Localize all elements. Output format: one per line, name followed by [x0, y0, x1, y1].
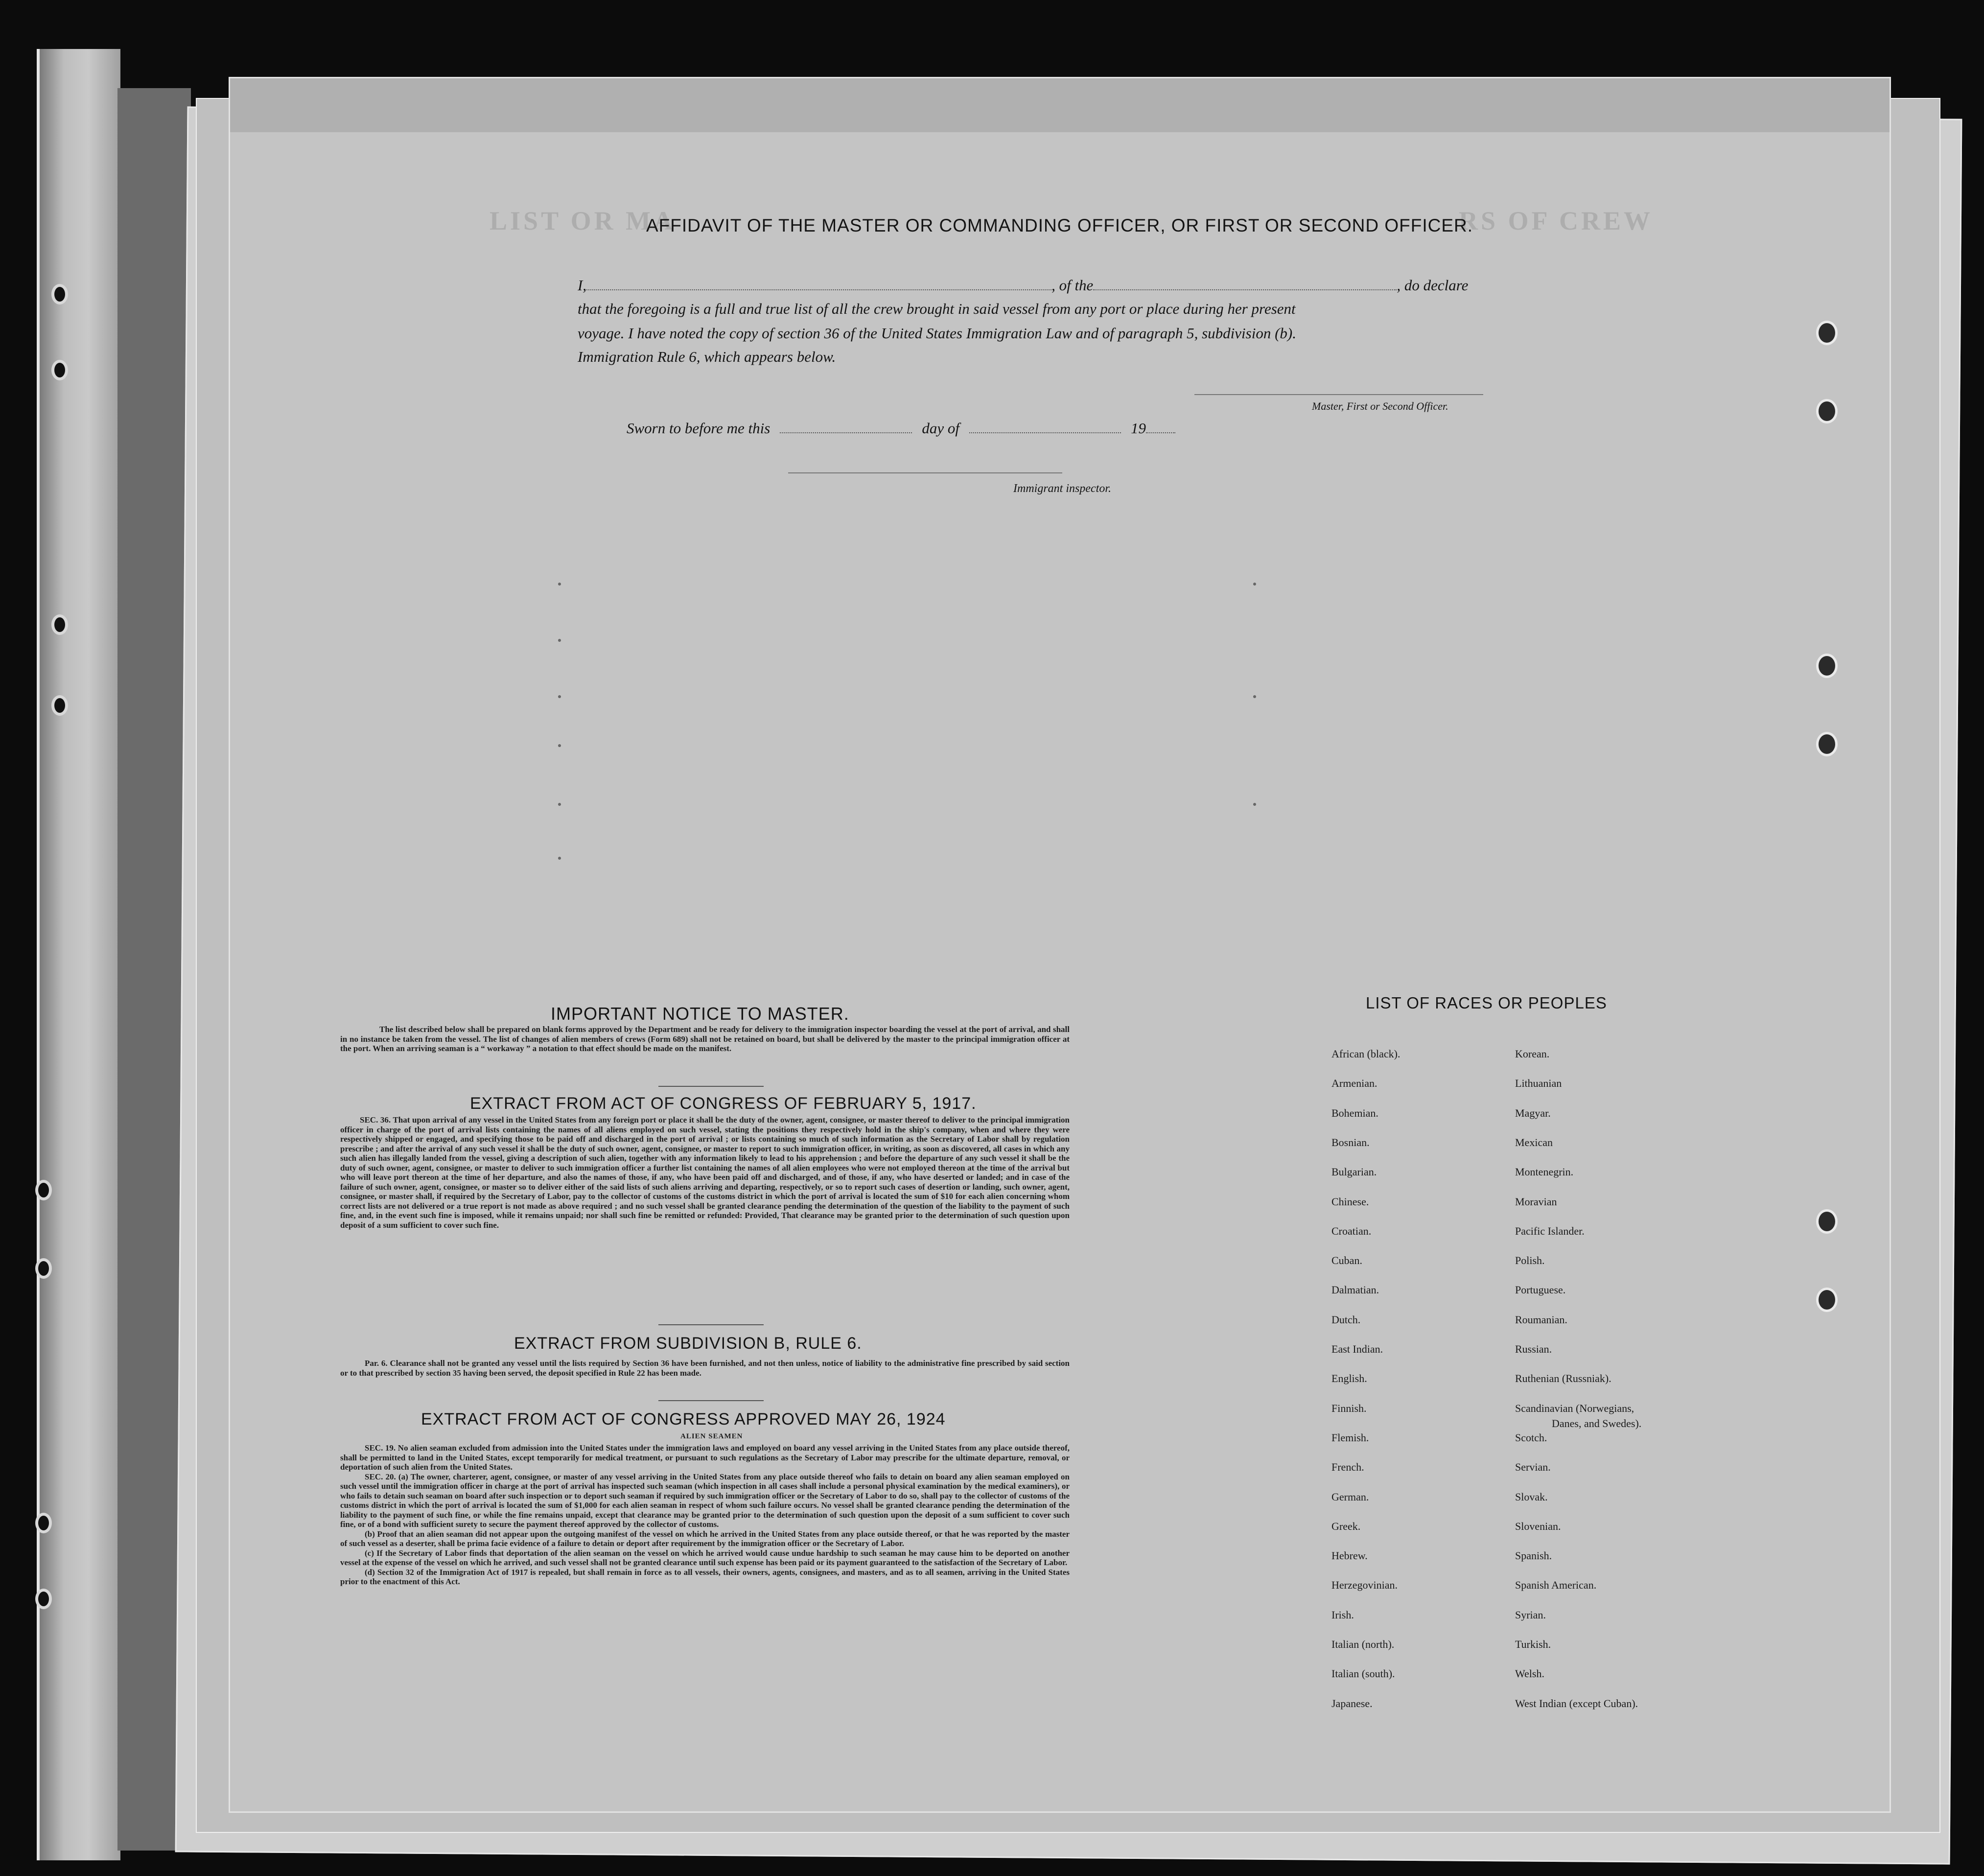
divider — [658, 1086, 764, 1087]
extract-1924-body — [340, 1443, 1070, 1587]
affidavit-title: AFFIDAVIT OF THE MASTER OR COMMANDING OFFICER, OR FIRST OR SECOND OFFICER. — [646, 215, 1473, 235]
bleed-through-heading: LIST OR MA — [490, 206, 676, 235]
par-6-paragraph: Par. 6. Clearance shall not be granted any vessel until the lists required by Section 36 have been furnished, and not then unless, notice of liability to the administrative fine prescribed by said section or to that prescribed by section 35 having been served, the deposit specified in Rule 22 has been made. — [340, 1359, 1070, 1378]
page-punch-hole — [1816, 732, 1838, 756]
bleed-through-mark — [1253, 803, 1256, 806]
vessel-name-blank[interactable] — [1093, 289, 1397, 290]
race-item: Cuban. — [1331, 1254, 1362, 1267]
binder-hole — [51, 614, 68, 635]
race-item: Lithuanian — [1515, 1077, 1562, 1090]
notice-body — [340, 1025, 1070, 1054]
do-declare-label: , do declare — [1397, 277, 1469, 294]
race-item: Scandinavian (Norwegians, — [1515, 1402, 1634, 1414]
extract-1917-body — [340, 1115, 1070, 1230]
year-prefix: 19 — [1130, 420, 1146, 437]
race-item: Flemish. — [1331, 1431, 1369, 1444]
alien-seamen-subtitle: ALIEN SEAMEN — [680, 1432, 743, 1440]
bleed-through-heading: RS OF CREW — [1459, 206, 1654, 235]
binder-hole — [35, 1589, 52, 1609]
race-item: Scotch. — [1515, 1431, 1547, 1444]
race-item: Japanese. — [1331, 1697, 1373, 1710]
race-item: West Indian (except Cuban). — [1515, 1697, 1638, 1710]
race-item: Ruthenian (Russniak). — [1515, 1372, 1611, 1385]
race-item: Syrian. — [1515, 1608, 1546, 1621]
bleed-through-mark — [558, 695, 561, 698]
race-item: Italian (south). — [1331, 1667, 1395, 1680]
extract-rule6-body — [340, 1359, 1070, 1378]
race-item: Russian. — [1515, 1343, 1552, 1355]
binder-hole — [35, 1180, 52, 1200]
race-item: Spanish American. — [1515, 1579, 1597, 1592]
race-item: Welsh. — [1515, 1667, 1544, 1680]
race-item: French. — [1331, 1461, 1364, 1474]
race-item: Slovak. — [1515, 1490, 1548, 1503]
binder-hole — [51, 695, 68, 716]
races-title: LIST OF RACES OR PEOPLES — [1366, 994, 1607, 1012]
bleed-through-mark — [558, 744, 561, 747]
race-item: Montenegrin. — [1515, 1166, 1574, 1178]
race-item: Armenian. — [1331, 1077, 1377, 1090]
affidavit-text: Immigration Rule 6, which appears below. — [578, 348, 836, 365]
page-punch-hole — [1816, 654, 1838, 678]
race-item: Mexican — [1515, 1136, 1553, 1149]
race-item: German. — [1331, 1490, 1369, 1503]
race-item: Finnish. — [1331, 1402, 1367, 1414]
race-item: Korean. — [1515, 1048, 1550, 1060]
binder-strip — [37, 49, 120, 1860]
extract-rule6-title: EXTRACT FROM SUBDIVISION B, RULE 6. — [514, 1334, 862, 1353]
day-blank[interactable] — [780, 432, 912, 433]
year-blank[interactable] — [1146, 432, 1175, 433]
binder-hole — [51, 284, 68, 305]
race-item: African (black). — [1331, 1048, 1400, 1060]
race-item: Bulgarian. — [1331, 1166, 1377, 1178]
inspector-caption: Immigrant inspector. — [1013, 482, 1111, 495]
race-item: Portuguese. — [1515, 1284, 1566, 1296]
extract-1917-title: EXTRACT FROM ACT OF CONGRESS OF FEBRUARY 5, 1917. — [470, 1094, 977, 1113]
race-item: English. — [1331, 1372, 1367, 1385]
race-item: Spanish. — [1515, 1549, 1552, 1562]
sec-20d-paragraph: (d) Section 32 of the Immigration Act of 1917 is repealed, but shall remain in force as to all vessels, their owners, agents, consignees, and masters, and as to all seamen, arriving in the United States prior to the enactment of this Act. — [340, 1567, 1070, 1586]
officer-name-blank[interactable] — [586, 289, 1051, 290]
race-item: Servian. — [1515, 1461, 1551, 1474]
race-item: Polish. — [1515, 1254, 1545, 1267]
race-item: Greek. — [1331, 1520, 1361, 1532]
sworn-line — [627, 420, 1175, 437]
page-punch-hole — [1816, 1288, 1838, 1312]
affidavit-text: voyage. I have noted the copy of section 36 of the United States Immigration Law and of paragraph 5, subdivision (b). — [578, 325, 1296, 342]
race-item: Herzegovinian. — [1331, 1579, 1398, 1592]
bleed-through-mark — [558, 583, 561, 586]
bleed-through-mark — [1253, 695, 1256, 698]
master-caption: Master, First or Second Officer. — [1312, 400, 1448, 412]
bleed-through-mark — [1253, 583, 1256, 586]
of-the-label: , of the — [1051, 277, 1094, 294]
race-item: Pacific Islander. — [1515, 1224, 1585, 1237]
bleed-through-mark — [558, 803, 561, 806]
race-item: Croatian. — [1331, 1224, 1372, 1237]
race-item: Roumanian. — [1515, 1313, 1567, 1326]
race-item: Bosnian. — [1331, 1136, 1370, 1149]
extract-1924-title: EXTRACT FROM ACT OF CONGRESS APPROVED MAY 26, 1924 — [421, 1410, 946, 1429]
sec-36-paragraph: SEC. 36. That upon arrival of any vessel in the United States from any foreign port or place it shall be the duty of the owner, agent, consignee, or master thereof to deliver to the principal immigration officer in charge of the port of arrival lists containing the names of all aliens employed on such vessel, stating the positions they respectively hold in the ship's company, when and where they were respectively shipped or engaged, and specifying those to be paid off and discharged in the port of arrival ; or lists containing so much of such information as the Secretary of Labor shall by regulation prescribe ; and after the arrival of any such vessel it shall be the duty of such owner, agent, consignee, or master to report to such immigration officer, in writing, as soon as discovered, all cases in which any such alien has illegally landed from the vessel, giving a description of such alien, together with any information likely to lead to his apprehension ; and before the departure of any such vessel it shall be the duty of such owner, agent, consignee, or master to deliver to such immigration officer a further list containing the names of all alien employees who were not employed thereon at the time of the arrival but who will leave port thereon at the time of her departure, and also the names of those, if any, who have been paid off and discharged, and of those, if any, who have deserted or landed; and in case of the failure of such owner, agent, consignee, or master so to deliver either of the said lists of such aliens arriving and departing, respectively, or so to report such cases of desertion or landing, such owner, agent, consignee, or master shall, if required by the Secretary of Labor, pay to the collector of customs of the customs district in which the port of arrival is located the sum of $10 for each alien concerning whom correct lists are not delivered or a true report is not made as above required ; and no such vessel shall be granted clearance pending the determination of the question of the liability to the payment of such fine, and, in the event such fine is imposed, while it remains unpaid; nor shall such fine be remitted or refunded: Provided, That clearance may be granted prior to the determination of such question upon deposit of a sum sufficient to cover such fine. — [340, 1115, 1070, 1230]
binder-hole — [51, 360, 68, 380]
sworn-label: Sworn to before me this — [627, 420, 770, 437]
race-item: Magyar. — [1515, 1106, 1551, 1119]
race-item: Slovenian. — [1515, 1520, 1561, 1532]
sec-20c-paragraph: (c) If the Secretary of Labor finds that deportation of the alien seaman on the vessel on which he arrived would cause undue hardship to such seaman he may cause him to be deported on another vessel at the expense of the vessel on which he arrived, and such vessel shall not be granted clearance until such expense has been paid or its payment guaranteed to the satisfaction of the Secretary of Labor. — [340, 1548, 1070, 1567]
divider — [658, 1324, 764, 1325]
binder-hole — [35, 1258, 52, 1279]
page-punch-hole — [1816, 1209, 1838, 1234]
notice-paragraph: The list described below shall be prepared on blank forms approved by the Department and be ready for delivery to the immigration inspector boarding the vessel at the port of arrival, and shall in no instance be taken from the vessel. The list of changes of alien members of crews (Form 689) shall not be retained on board, but shall be delivered by the master to the principal immigration officer at the port. When an arriving seaman is a “ workaway ” a notation to that effect should be made on the manifest. — [340, 1025, 1070, 1053]
race-item: Irish. — [1331, 1608, 1354, 1621]
bleed-through-mark — [558, 857, 561, 860]
race-item: Chinese. — [1331, 1195, 1369, 1208]
divider — [658, 1400, 764, 1401]
sec-19-paragraph: SEC. 19. No alien seaman excluded from admission into the United States under the immigration laws and employed on board any vessel arriving in the United States from any place outside thereof, shall be permitted to land in the United States, except temporarily for medical treatment, or pursuant to such regulations as the Secretary of Labor may prescribe for the ultimate departure, removal, or deportation of such alien from the United States. — [340, 1443, 1070, 1472]
race-item: Dalmatian. — [1331, 1284, 1379, 1296]
race-item: Turkish. — [1515, 1638, 1551, 1650]
sec-20a-paragraph: SEC. 20. (a) The owner, charterer, agent, consignee, or master of any vessel arriving in the United States from any place outside thereof who fails to detain on board any alien seaman employed on such vessel until the immigration officer in charge at the port of arrival has inspected such seaman (which inspection in all cases shall include a personal physical examination by the medical examiners), or who fails to detain such seaman on board after such inspection or to deport such seaman if required by such immigration officer or the Secretary of Labor to do so, shall pay to the collector of customs of the customs district in which the port of arrival is located the sum of $1,000 for each alien seaman in respect of whom such failure occurs. No vessel shall be granted clearance pending the determination of the liability to the payment of such fine, or while the fine remains unpaid, except that clearance may be granted prior to the determination of such question upon the deposit of a sum sufficient to cover such fine, or of a bond with sufficient surety to secure the payment thereof approved by the collector of customs. — [340, 1472, 1070, 1529]
master-signature-line[interactable] — [1194, 394, 1483, 395]
sec-20b-paragraph: (b) Proof that an alien seaman did not appear upon the outgoing manifest of the vessel on which he arrived in the United States from any place outside thereof, or that he was reported by the master of such vessel as a deserter, shall be prima facie evidence of a failure to detain or deport after requirement by the immigration officer or the Secretary of Labor. — [340, 1529, 1070, 1548]
page-punch-hole — [1816, 321, 1838, 345]
day-of-label: day of — [922, 420, 959, 437]
pronoun-i: I, — [578, 277, 587, 294]
binder-hole — [35, 1513, 52, 1533]
race-item-continuation: Danes, and Swedes). — [1552, 1417, 1642, 1430]
race-item: Hebrew. — [1331, 1549, 1368, 1562]
race-item: East Indian. — [1331, 1343, 1383, 1355]
affidavit-declaration-line — [578, 277, 1468, 294]
race-item: Bohemian. — [1331, 1106, 1378, 1119]
month-blank[interactable] — [969, 432, 1121, 433]
page-edge — [230, 78, 1890, 132]
page-punch-hole — [1816, 399, 1838, 423]
race-item: Dutch. — [1331, 1313, 1361, 1326]
affidavit-text: that the foregoing is a full and true list of all the crew brought in said vessel from any port or place during her present — [578, 300, 1296, 317]
race-item: Italian (north). — [1331, 1638, 1395, 1650]
notice-title: IMPORTANT NOTICE TO MASTER. — [551, 1004, 849, 1024]
bleed-through-mark — [558, 639, 561, 642]
inspector-signature-line[interactable] — [788, 472, 1062, 473]
race-item: Moravian — [1515, 1195, 1557, 1208]
